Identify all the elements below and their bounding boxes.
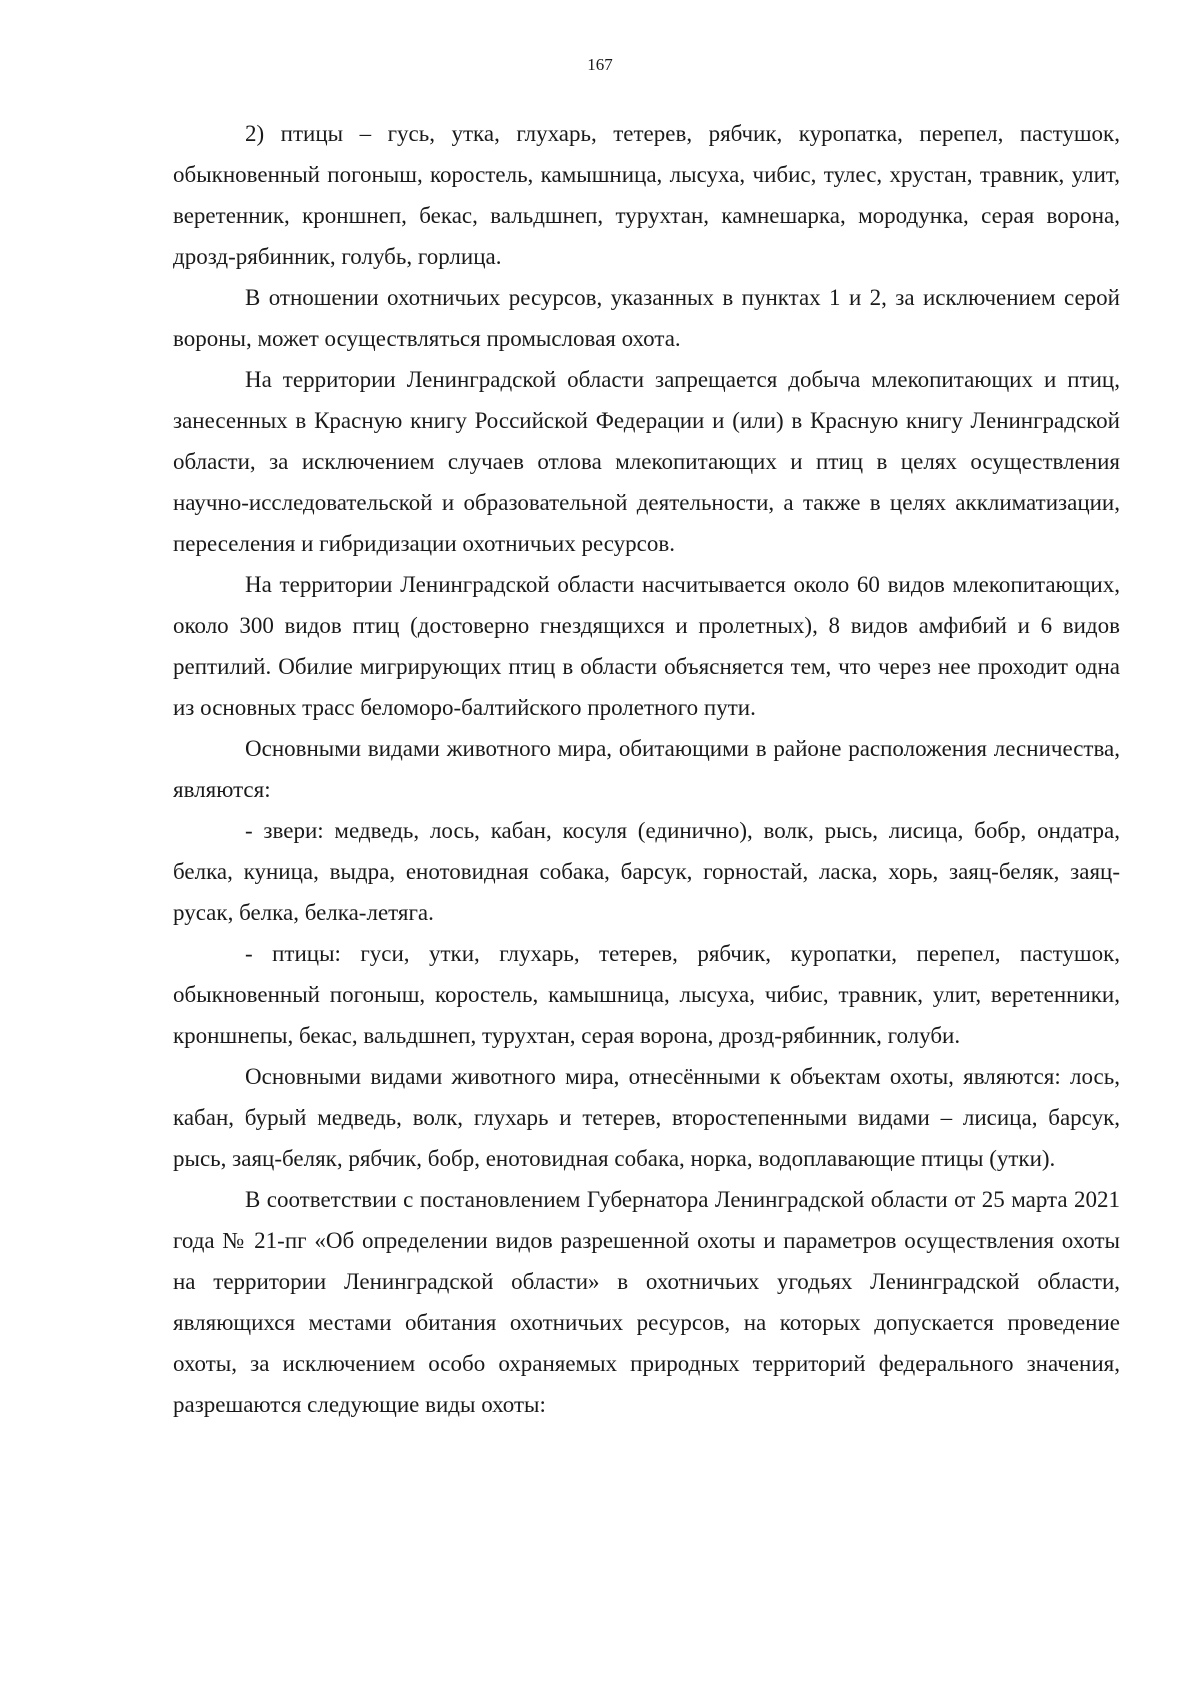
paragraph-birds-forestry-list: - птицы: гуси, утки, глухарь, тетерев, рябчик, куропатки, перепел, пастушок, обыкновенный погоныш, коростель, камышница, лысуха, чибис, травник, улит, веретенники, кроншнепы, бекас, вальдшнеп, турухтан, серая ворона, дрозд-рябинник, голуби. <box>173 941 1120 1048</box>
page-number: 167 <box>587 55 613 74</box>
paragraph-mammals-list: - звери: медведь, лось, кабан, косуля (единично), волк, рысь, лисица, бобр, ондатра, белка, куница, выдра, енотовидная собака, барсук, горностай, ласка, хорь, заяц-беляк, заяц-русак, белка, белка-летяга. <box>173 818 1120 925</box>
paragraph-hunting-objects: Основными видами животного мира, отнесёнными к объектам охоты, являются: лось, кабан, бурый медведь, волк, глухарь и тетерев, второстепенными видами – лисица, барсук, рысь, заяц-беляк, рябчик, бобр, енотовидная собака, норка, водоплавающие птицы (утки). <box>173 1064 1120 1171</box>
paragraph-species-count: На территории Ленинградской области насчитывается около 60 видов млекопитающих, около 300 видов птиц (достоверно гнездящихся и пролетных), 8 видов амфибий и 6 видов рептилий. Обилие мигрирующих птиц в области объясняется тем, что через нее проходит одна из основных трасс беломоро-балтийского пролетного пути. <box>173 572 1120 720</box>
document-body <box>173 113 1120 1425</box>
paragraph-main-species-intro: Основными видами животного мира, обитающими в районе расположения лесничества, являются: <box>173 736 1120 802</box>
paragraph-birds-list: 2) птицы – гусь, утка, глухарь, тетерев, рябчик, куропатка, перепел, пастушок, обыкновенный погоныш, коростель, камышница, лысуха, чибис, тулес, хрустан, травник, улит, веретенник, кроншнеп, бекас, вальдшнеп, турухтан, камнешарка, мородунка, серая ворона, дрозд-рябинник, голубь, горлица. <box>173 121 1120 269</box>
paragraph-commercial-hunting: В отношении охотничьих ресурсов, указанных в пунктах 1 и 2, за исключением серой вороны, может осуществляться промысловая охота. <box>173 285 1120 351</box>
paragraph-governor-decree: В соответствии с постановлением Губернатора Ленинградской области от 25 марта 2021 года № 21-пг «Об определении видов разрешенной охоты и параметров осуществления охоты на территории Ленинградской области» в охотничьих угодьях Ленинградской области, являющихся местами обитания охотничьих ресурсов, на которых допускается проведение охоты, за исключением особо охраняемых природных территорий федерального значения, разрешаются следующие виды охоты: <box>173 1187 1120 1417</box>
paragraph-red-book: На территории Ленинградской области запрещается добыча млекопитающих и птиц, занесенных в Красную книгу Российской Федерации и (или) в Красную книгу Ленинградской области, за исключением случаев отлова млекопитающих и птиц в целях осуществления научно-исследовательской и образовательной деятельности, а также в целях акклиматизации, переселения и гибридизации охотничьих ресурсов. <box>173 367 1120 556</box>
